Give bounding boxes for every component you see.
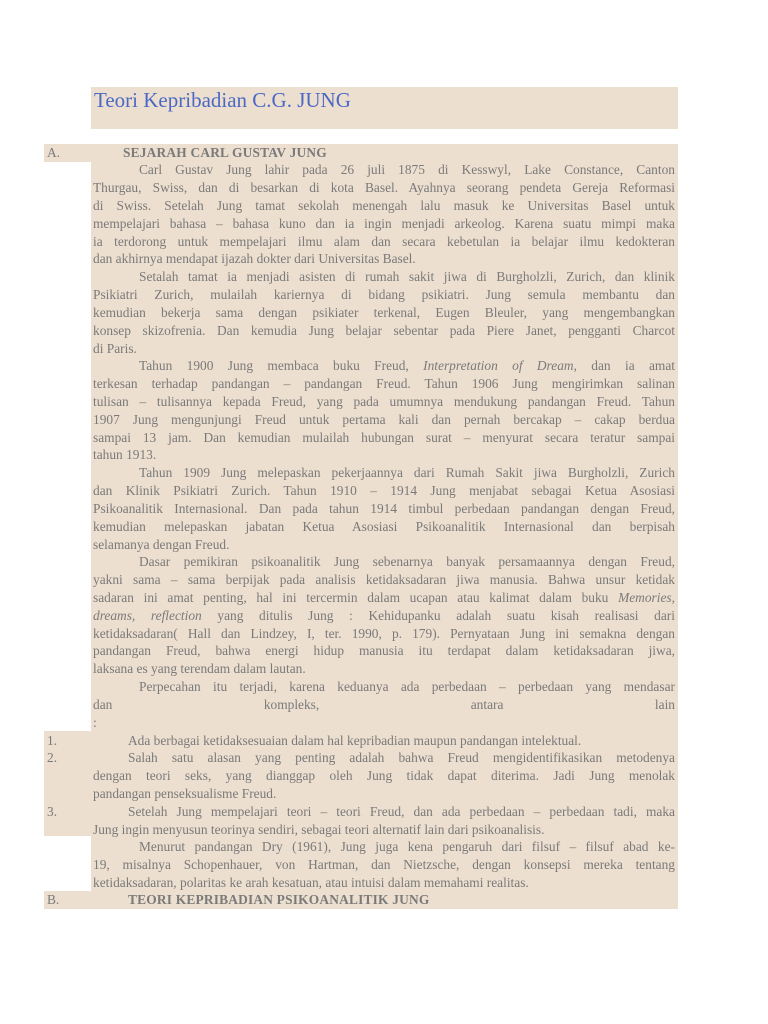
list-marker: 2. — [47, 750, 58, 765]
text-line: : — [93, 714, 97, 730]
text-line: Setelah Jung mempelajari teori – teori Freud, dan ada perbedaan – perbedaan tadi, maka — [128, 804, 675, 819]
text-line: dan kompleks, antara lain — [93, 696, 675, 712]
section-b-heading: TEORI KEPRIBADIAN PSIKOANALITIK JUNG — [128, 892, 430, 907]
closing-paragraph — [93, 838, 675, 892]
text-line: pandangan penseksualisme Freud. — [93, 785, 277, 801]
text-line: Carl Gustav Jung lahir pada 26 juli 1875 di Kesswyl, Lake Constance, Canton — [139, 162, 675, 177]
text-line: pandangan Freud, bahwa energi hidup manusia itu terdapat dalam ketidaksadaran jiwa, — [93, 643, 675, 659]
text-line: selamanya dengan Freud. — [93, 536, 230, 552]
paragraph-4 — [93, 464, 675, 553]
book-title-italic: dreams, reflection — [93, 607, 202, 623]
text-line: tahun 1913. — [93, 447, 157, 463]
text-line: dan akhirnya mendapat ijazah dokter dari Universitas Basel. — [93, 251, 416, 267]
text-line: kemudian melepaskan jabatan Ketua Asosiasi Psikoanalitik Internasional dan berpisah — [93, 518, 675, 534]
paragraph-6 — [93, 678, 675, 732]
section-a-marker: A. — [47, 145, 61, 160]
list-item-1 — [93, 732, 675, 750]
text-line: Menurut pandangan Dry (1961), Jung juga kena pengaruh dari filsuf – filsuf abad ke- — [139, 839, 675, 854]
text-line: ia terdorong untuk mempelajari ilmu alam dan secara kebetulan ia belajar ilmu kedokteran — [93, 233, 675, 249]
text-line: ketidaksadaran( Hall dan Lindzey, I, ter. 1990, p. 179). Pernyataan Jung ini semakna dengan — [93, 625, 675, 641]
text-line: ketidaksadaran, polaritas ke arah kesatuan, atau intuisi dalam memahami realitas. — [93, 874, 529, 890]
text-line — [93, 589, 675, 607]
text-line — [93, 607, 675, 625]
section-a-heading: SEJARAH CARL GUSTAV JUNG — [123, 145, 327, 160]
text-line: terkesan terhadap pandangan – pandangan Freud. Tahun 1906 Jung mengirimkan salinan — [93, 375, 675, 391]
book-title-italic: Memories, — [618, 589, 675, 605]
text-line: Thurgau, Swiss, dan di besarkan di kota Basel. Ayahnya seorang pendeta Gereja Reformasi — [93, 179, 675, 195]
text-line: mempelajari bahasa – bahasa kuno dan ia ingin menjadi arkeolog. Karena suatu mimpi maka — [93, 215, 675, 231]
text-line: Salah satu alasan yang penting adalah bahwa Freud mengidentifikasikan metodenya — [128, 750, 675, 765]
paragraph-5 — [93, 553, 675, 678]
text-line: Dasar pemikiran psikoanalitik Jung sebenarnya banyak persamaannya dengan Freud, — [139, 554, 675, 569]
text-line: sampai 13 jam. Dan kemudian mulailah hubungan surat – menyurat secara teratur sampai — [93, 429, 675, 445]
text-line: dengan teori seks, yang dianggap oleh Jung tidak dapat diterima. Jadi Jung menolak — [93, 767, 675, 783]
text-line: konsep skizofrenia. Dan kemudia Jung belajar sebentar pada Piere Janet, pengganti Charcot — [93, 322, 675, 338]
text-line: di Paris. — [93, 340, 137, 356]
text-line: Psikoanalitik Internasional. Dan pada tahun 1914 timbul perbedaan pandangan dengan Freud, — [93, 500, 675, 516]
text-line: di Swiss. Setelah Jung tamat sekolah menengah lalu masuk ke Universitas Basel untuk — [93, 197, 675, 213]
text-line: 19, misalnya Schopenhauer, von Hartman, dan Nietzsche, dengan konsepsi mereka tentang — [93, 856, 675, 872]
text-line: yakni sama – sama berpijak pada analisis ketidaksadaran jiwa manusia. Bahwa unsur ketidak — [93, 571, 675, 587]
text-line: Perpecahan itu terjadi, karena keduanya ada perbedaan – perbedaan yang mendasar — [139, 679, 675, 694]
section-b-marker: B. — [47, 892, 60, 907]
list-marker: 1. — [47, 733, 58, 748]
title-band — [91, 87, 678, 129]
text-run: yang ditulis Jung : Kehidupanku adalah suatu kisah realisasi dari — [217, 607, 675, 623]
text-line — [93, 357, 675, 375]
text-line: Psikiatri Zurich, mulailah kariernya di bidang psikiatri. Jung semula membantu dan — [93, 286, 675, 302]
list-item-2 — [93, 749, 675, 803]
text-run: sadaran ini amat penting, hal ini tercermin dalam ucapan atau kalimat dalam buku — [93, 589, 609, 605]
text-line: Jung ingin menyusun teorinya sendiri, sebagai teori alternatif lain dari psikoanalisis. — [93, 821, 545, 837]
text-line: Ada berbagai ketidaksesuaian dalam hal kepribadian maupun pandangan intelektual. — [128, 733, 582, 748]
text-line: 1907 Jung mengunjungi Freud untuk pertama kali dan pernah bercakap – cakap berdua — [93, 411, 675, 427]
text-line: dan Klinik Psikiatri Zurich. Tahun 1910 – 1914 Jung menjabat sebagai Ketua Asosiasi — [93, 482, 675, 498]
list-marker: 3. — [47, 804, 58, 819]
paragraph-2 — [93, 268, 675, 357]
text-line: kemudian bekerja sama dengan psikiater terkenal, Eugen Bleuler, yang mengembangkan — [93, 304, 675, 320]
list-item-3 — [93, 803, 675, 839]
text-line: Setalah tamat ia menjadi asisten di rumah sakit jiwa di Burgholzli, Zurich, dan klinik — [139, 269, 675, 284]
paragraph-1 — [93, 161, 675, 268]
text-line: laksana es yang terendam dalam lautan. — [93, 661, 306, 677]
document-title: Teori Kepribadian C.G. JUNG — [94, 88, 351, 112]
paragraph-3 — [93, 357, 675, 464]
text-run: dan ia amat — [591, 358, 676, 373]
text-line: Tahun 1909 Jung melepaskan pekerjaannya dari Rumah Sakit jiwa Burgholzli, Zurich — [139, 465, 675, 480]
text-line: tulisan – tulisannya kepada Freud, yang pada umumnya mendukung pandangan Freud. Tahun — [93, 393, 675, 409]
book-title-italic: Interpretation of Dream, — [423, 358, 577, 373]
text-run: Tahun 1900 Jung membaca buku Freud, — [139, 358, 409, 373]
